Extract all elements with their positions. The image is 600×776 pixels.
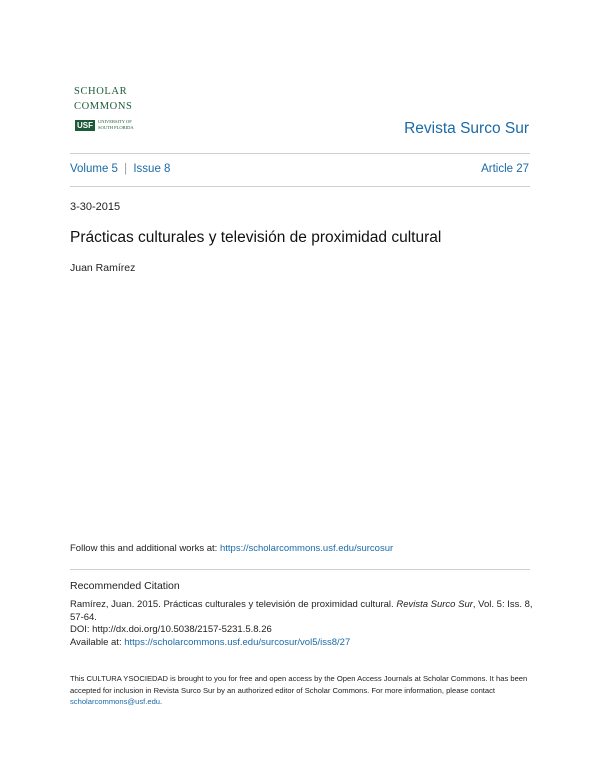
logo-scholar-text: SCHOLAR: [74, 86, 128, 97]
scholar-commons-logo: [70, 84, 160, 138]
citation-available: Available at: https://scholarcommons.usf.edu/surcosur/vol5/iss8/27: [70, 636, 351, 648]
logo-university-text: UNIVERSITY OF SOUTH FLORIDA: [98, 119, 134, 130]
follow-link[interactable]: https://scholarcommons.usf.edu/surcosur: [219, 543, 394, 554]
recommended-citation-heading: Recommended Citation: [70, 580, 180, 592]
article-link[interactable]: Article 27: [481, 163, 529, 175]
issue-link[interactable]: Issue 8: [133, 163, 171, 175]
citation-text: Ramírez, Juan. 2015. Prácticas culturales y televisión de proximidad cultural. Revista Surco Sur, Vol. 5: Iss. 8, 57-64.: [70, 599, 533, 623]
citation-block: [70, 599, 535, 649]
contact-email-link[interactable]: scholarcommons@usf.edu: [70, 697, 161, 706]
journal-name[interactable]: Revista Surco Sur: [404, 120, 529, 137]
publication-date: 3-30-2015: [70, 201, 121, 213]
logo-usf-badge: USF: [77, 121, 93, 130]
volume-link[interactable]: Volume 5: [70, 163, 118, 175]
article-title: Prácticas culturales y televisión de proximidad cultural: [70, 229, 442, 246]
logo-commons-text: COMMONS: [74, 101, 133, 112]
meta-divider: [70, 186, 530, 187]
volume-issue: [70, 163, 170, 175]
citation-doi: DOI: http://dx.doi.org/10.5038/2157-5231.5.8.26: [70, 624, 272, 635]
author-name: Juan Ramírez: [70, 262, 136, 274]
citation-divider: [70, 569, 530, 570]
access-footer: This CULTURA YSOCIEDAD is brought to you for free and open access by the Open Access Journals at Scholar Commons. It has been accepted for inclusion in Revista Surco Sur by an authorized editor of Scholar Commons. For more information, please contact scholarcommons@usf.edu.: [70, 674, 528, 706]
meta-separator: |: [124, 163, 128, 175]
footer-text: This CULTURA YSOCIEDAD is brought to you for free and open access by the Open Access Journals at Scholar Commons. It has been accepted for inclusion in Revista Surco Sur by an authorized editor of Scholar Commons. For more information, please contact: [70, 674, 528, 695]
header-divider: [70, 153, 530, 154]
available-link[interactable]: https://scholarcommons.usf.edu/surcosur/vol5/iss8/27: [124, 636, 351, 648]
follow-text: Follow this and additional works at:: [70, 543, 220, 554]
follow-line: [70, 543, 393, 554]
citation-journal: Revista Surco Sur: [396, 599, 473, 610]
